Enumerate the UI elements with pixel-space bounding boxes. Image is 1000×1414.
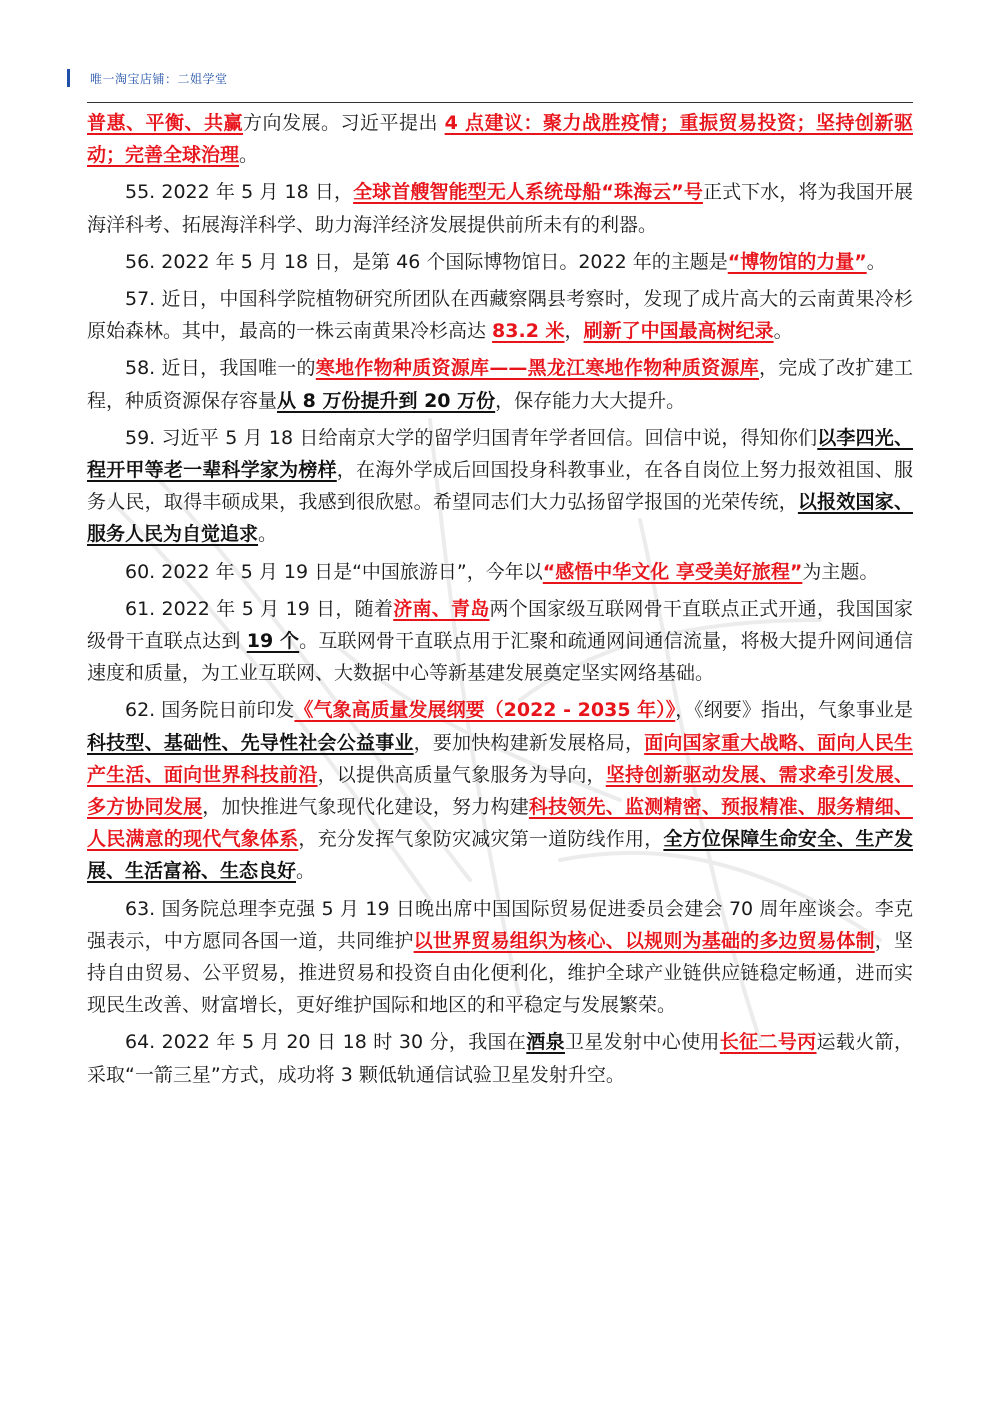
body-text: 卫星发射中心使用	[564, 1031, 720, 1054]
highlight-red-text: 坚持创新驱动发展、需求牵引发展、多方协同发展	[87, 763, 913, 819]
highlight-red-text: “感悟中华文化 享受美好旅程”	[542, 560, 803, 583]
highlight-bold-text: 以报效国家、服务人民为自觉追求	[87, 491, 913, 546]
highlight-red-text: 《气象高质量发展纲要（2022 - 2035 年）》	[294, 699, 676, 722]
highlight-red-text: 刷新了中国最高树纪录	[583, 320, 774, 343]
paragraph	[87, 694, 913, 887]
body-text: ，	[564, 320, 584, 343]
page-header	[67, 66, 228, 90]
highlight-red-text: 寒地作物种质资源库——黑龙江寒地作物种质资源库	[315, 357, 759, 380]
body-text: 为主题。	[802, 560, 879, 583]
body-text: ，加快推进气象现代化建设，努力构建	[202, 796, 529, 819]
paragraph	[87, 1026, 913, 1090]
body-text: ，坚持自由贸易、公平贸易，推进贸易和投资自由化便利化，维护全球产业链供应链稳定畅通，进而实现民生改善、财富增长，更好维护国际和地区的和平稳定与发展繁荣。	[87, 929, 913, 1017]
body-text: 63. 国务院总理李克强 5 月 19 日晚出席中国国际贸易促进委员会建会 70 周年座谈会。李克强表示，中方愿同各国一道，共同维护	[87, 897, 913, 952]
paragraph	[87, 593, 913, 690]
body-text: ，要加快构建新发展格局，	[413, 731, 645, 754]
body-text: 58. 近日，我国唯一的	[125, 357, 316, 380]
body-text: ，完成了改扩建工程，种质资源保存容量	[87, 357, 913, 412]
body-text: 。互联网骨干直联点用于汇聚和疏通网间通信流量，将极大提升网间通信速度和质量，为工业互联网、大数据中心等新基建发展奠定坚实网络基础。	[87, 630, 913, 685]
highlight-bold-text: 酒泉	[526, 1031, 565, 1054]
body-text: 61. 2022 年 5 月 19 日，随着	[125, 597, 394, 620]
body-text: 59. 习近平 5 月 18 日给南京大学的留学归国青年学者回信。回信中说，得知你们	[125, 426, 818, 449]
highlight-bold-text: 以李四光、程开甲等老一辈科学家为榜样	[87, 426, 913, 482]
paragraph	[87, 246, 913, 278]
highlight-red-text: 普惠、平衡、共赢	[87, 112, 244, 134]
body-text: 运载火箭，采取“一箭三星”方式，成功将 3 颗低轨通信试验卫星发射升空。	[87, 1031, 913, 1086]
highlight-red-text: 济南、青岛	[393, 597, 490, 620]
body-text: 55. 2022 年 5 月 18 日，	[125, 181, 354, 204]
body-text: ，以提供高质量气象服务为导向，	[317, 763, 606, 786]
paragraph	[87, 422, 913, 551]
highlight-red-text: 长征二号丙	[719, 1031, 817, 1054]
header-shop-text: 唯一淘宝店铺：二姐学堂	[90, 71, 228, 86]
body-text: 。	[296, 860, 316, 883]
body-text: 正式下水，将为我国开展海洋科考、拓展海洋科学、助力海洋经济发展提供前所未有的利器。	[87, 181, 913, 236]
highlight-bold-text: 从 8 万份提升到 20 万份	[277, 389, 496, 412]
highlight-red-text: 面向国家重大战略、面向人民生产生活、面向世界科技前沿	[87, 731, 913, 786]
body-text: 。	[239, 144, 259, 167]
highlight-red-text: “博物馆的力量”	[727, 250, 867, 273]
highlight-red-text: 4 点建议：聚力战胜疫情；重振贸易投资；坚持创新驱动；完善全球治理	[87, 112, 913, 167]
highlight-bold-text: 科技型、基础性、先导性社会公益事业	[87, 731, 414, 754]
highlight-red-text: 以世界贸易组织为核心、以规则为基础的多边贸易体制	[413, 929, 875, 952]
document-body	[87, 107, 913, 1096]
body-text: 57. 近日，中国科学院植物研究所团队在西藏察隅县考察时，发现了成片高大的云南黄果冷杉原始森林。其中，最高的一株云南黄果冷杉高达	[87, 288, 913, 343]
body-text: 60. 2022 年 5 月 19 日是“中国旅游日”，今年以	[125, 560, 543, 583]
body-text: 方向发展。习近平提出	[243, 112, 445, 134]
paragraph	[87, 352, 913, 416]
body-text: 64. 2022 年 5 月 20 日 18 时 30 分，我国在	[125, 1031, 527, 1054]
body-text: ，《纲要》指出，气象事业是	[675, 699, 913, 722]
paragraph	[87, 556, 913, 588]
body-text: 56. 2022 年 5 月 18 日，是第 46 个国际博物馆日。2022 年的主题是	[125, 250, 728, 273]
paragraph	[87, 107, 913, 171]
body-text: ，在海外学成后回国投身科教事业，在各自岗位上努力报效祖国、服务人民，取得丰硕成果，我感到很欣慰。希望同志们大力弘扬留学报国的光荣传统，	[87, 459, 913, 514]
paragraph	[87, 176, 913, 240]
body-text: ，保存能力大大提升。	[495, 389, 686, 412]
body-text: 。	[258, 523, 278, 546]
highlight-bold-text: 全方位保障生命安全、生产发展、生活富裕、生态良好	[87, 828, 913, 883]
body-text: ，充分发挥气象防灾减灾第一道防线作用，	[298, 828, 664, 851]
body-text: 。	[866, 250, 886, 273]
body-text: 两个国家级互联网骨干直联点正式开通，我国国家级骨干直联点达到	[87, 597, 913, 653]
highlight-red-text: 科技领先、监测精密、预报精准、服务精细、人民满意的现代气象体系	[87, 796, 913, 851]
header-divider	[87, 102, 913, 103]
highlight-red-text: 83.2 米	[492, 320, 565, 343]
body-text: 。	[773, 320, 793, 343]
paragraph	[87, 283, 913, 347]
paragraph	[87, 893, 913, 1022]
highlight-red-text: 全球首艘智能型无人系统母船“珠海云”号	[353, 181, 703, 204]
body-text: 62. 国务院日前印发	[125, 699, 295, 722]
highlight-bold-text: 19 个	[246, 630, 300, 653]
header-accent-bar	[67, 69, 70, 87]
